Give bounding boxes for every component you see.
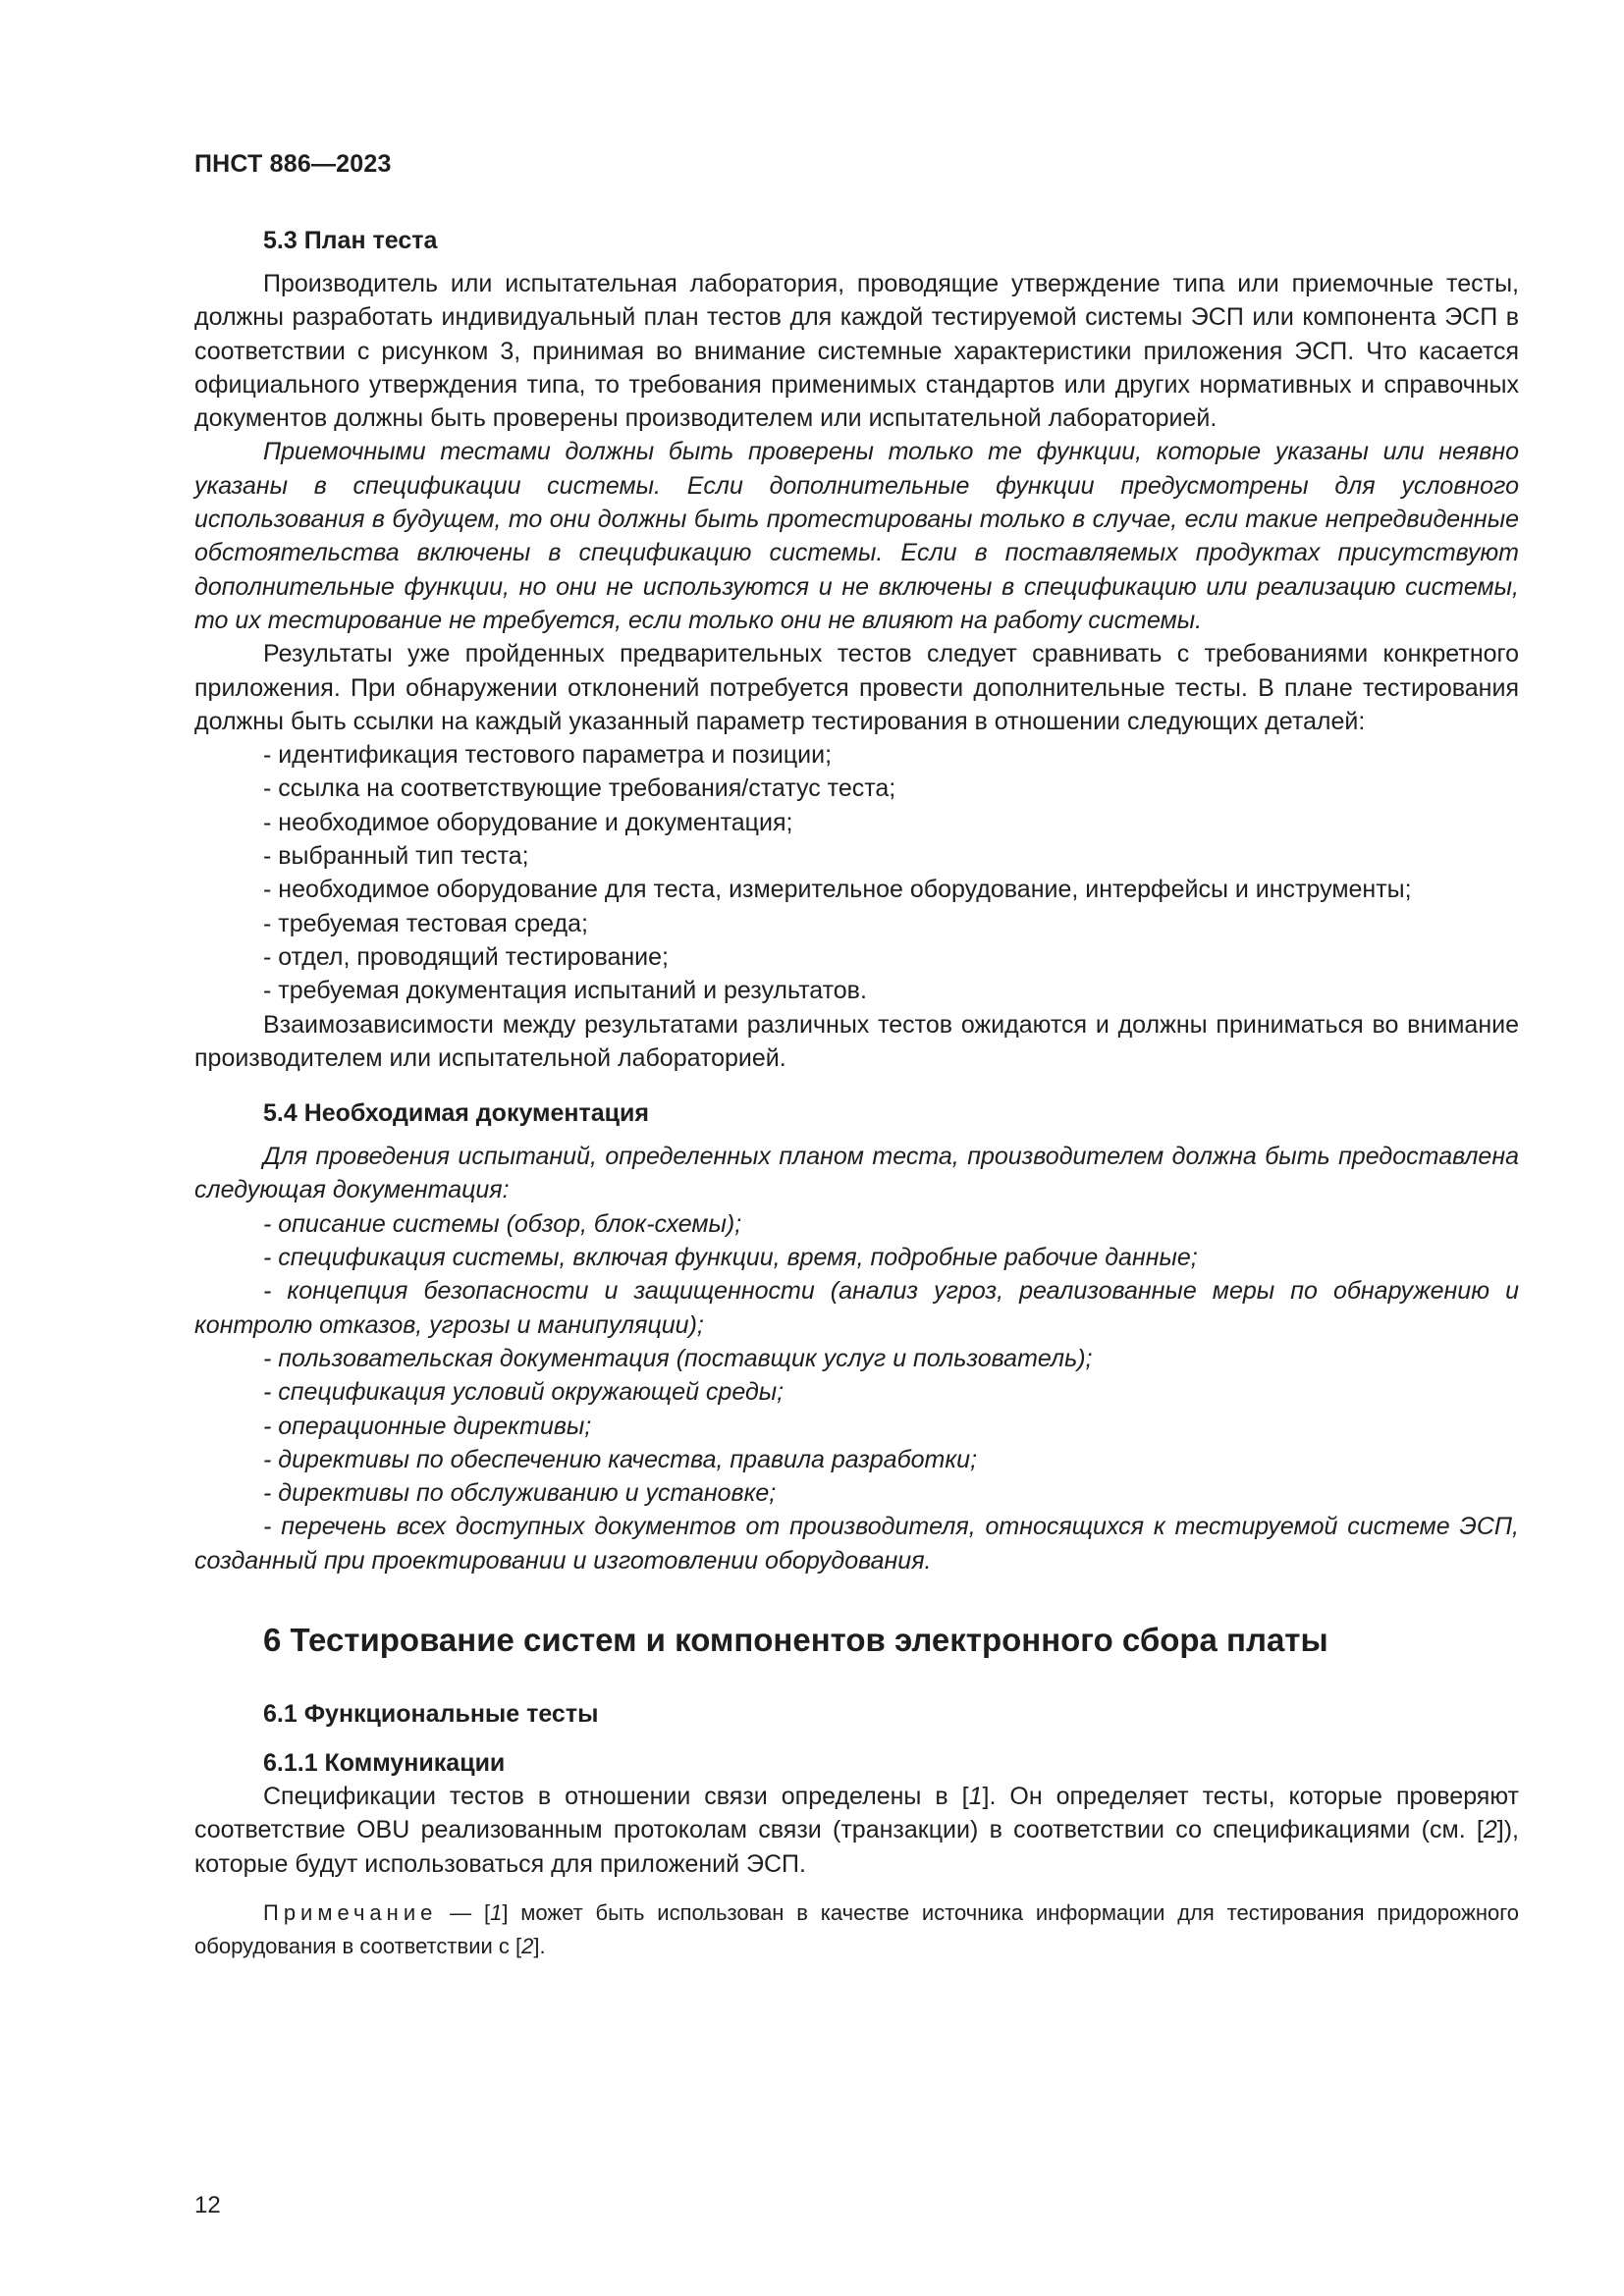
page-number: 12: [194, 2192, 221, 2218]
chapter-title-6: 6 Тестирование систем и компонентов электронного сбора платы: [263, 1621, 1328, 1658]
paragraph: Результаты уже пройденных предварительных тестов следует сравнивать с требованиями конкретного приложения. При обнаружении отклонений потребуется провести дополнительные тесты. В плане тестирования должны быть ссылки на каждый указанный параметр тестирования в отношении следующих деталей:: [194, 640, 1519, 735]
list-item: - спецификация системы, включая функции, время, подробные рабочие данные;: [263, 1244, 1198, 1272]
list-item: - директивы по обеспечению качества, правила разработки;: [263, 1445, 978, 1473]
paragraph-italic: Для проведения испытаний, определенных планом теста, производителем должна быть предоставлена следующая документация:: [194, 1143, 1519, 1204]
list-item: - выбранный тип теста;: [263, 842, 529, 871]
reference-2: 2: [1483, 1816, 1497, 1844]
list-item: - ссылка на соответствующие требования/статус теста;: [263, 774, 896, 803]
reference-1: 1: [968, 1782, 983, 1810]
paragraph: Спецификации тестов в отношении связи определены в [1]. Он определяет тесты, которые проверяют соответствие OBU реализованным протоколам связи (транзакции) в соответствии со спецификациями (см. [2]), которые будут использоваться для приложений ЭСП.: [194, 1782, 1519, 1878]
documentation-list: [194, 1140, 1519, 1577]
section-title-6-1-1: 6.1.1 Коммуникации: [263, 1748, 506, 1777]
list-item: - требуемая документация испытаний и результатов.: [263, 977, 867, 1005]
paragraph: Производитель или испытательная лаборатория, проводящие утверждение типа или приемочные тесты, должны разработать индивидуальный план тестов для каждой тестируемой системы ЭСП или компонента ЭСП в соответствии с рисунком 3, принимая во внимание системные характеристики приложения ЭСП. Что касается официального утверждения типа, то требования применимых стандартов или других нормативных и справочных документов должны быть проверены производителем или испытательной лабораторией.: [194, 270, 1519, 433]
paragraph-italic: Приемочными тестами должны быть проверены только те функции, которые указаны или неявно указаны в спецификации системы. Если дополнительные функции предусмотрены для условного использования в будущем, то они должны быть протестированы только в случае, если такие непредвиденные обстоятельства включены в спецификацию системы. Если в поставляемых продуктах присутствуют дополнительные функции, но они не используются и не включены в спецификацию или реализацию системы, то их тестирование не требуется, если только они не влияют на работу системы.: [194, 438, 1519, 634]
list-item: - директивы по обслуживанию и установке;: [263, 1479, 777, 1508]
list-item: - необходимое оборудование для теста, измерительное оборудование, интерфейсы и инструменты;: [263, 876, 1412, 904]
list-item: - идентификация тестового параметра и позиции;: [263, 741, 833, 770]
list-item: - пользовательская документация (поставщик услуг и пользователь);: [263, 1344, 1093, 1372]
document-body: [194, 224, 1519, 1963]
list-item: - спецификация условий окружающей среды;: [263, 1378, 785, 1407]
paragraph: Взаимозависимости между результатами различных тестов ожидаются и должны приниматься во внимание производителем или испытательной лабораторией.: [194, 1010, 1519, 1072]
section-title-5-3: 5.3 План теста: [263, 227, 438, 254]
reference-1: 1: [490, 1899, 503, 1925]
list-item: - концепция безопасности и защищенности (анализ угроз, реализованные меры по обнаружению и контролю отказов, угрозы и манипуляции);: [194, 1277, 1519, 1339]
section-title-5-4: 5.4 Необходимая документация: [263, 1099, 650, 1128]
reference-2: 2: [521, 1933, 534, 1958]
document-header: ПНСТ 886—2023: [194, 150, 392, 178]
list-item: - требуемая тестовая среда;: [263, 909, 588, 937]
list-item: - операционные директивы;: [263, 1412, 592, 1440]
section-title-6-1: 6.1 Функциональные тесты: [263, 1699, 599, 1728]
list-item: - перечень всех доступных документов от производителя, относящихся к тестируемой системе ЭСП, созданный при проектировании и изготовлении оборудования.: [194, 1513, 1519, 1575]
note: Примечание — [1] может быть использован в качестве источника информации для тестирования придорожного оборудования в соответствии с [2].: [194, 1899, 1519, 1958]
list-item: - отдел, проводящий тестирование;: [263, 942, 669, 971]
note-label: Примечание: [263, 1899, 438, 1925]
list-item: - необходимое оборудование и документация;: [263, 808, 793, 836]
list-item: - описание системы (обзор, блок-схемы);: [263, 1209, 742, 1238]
